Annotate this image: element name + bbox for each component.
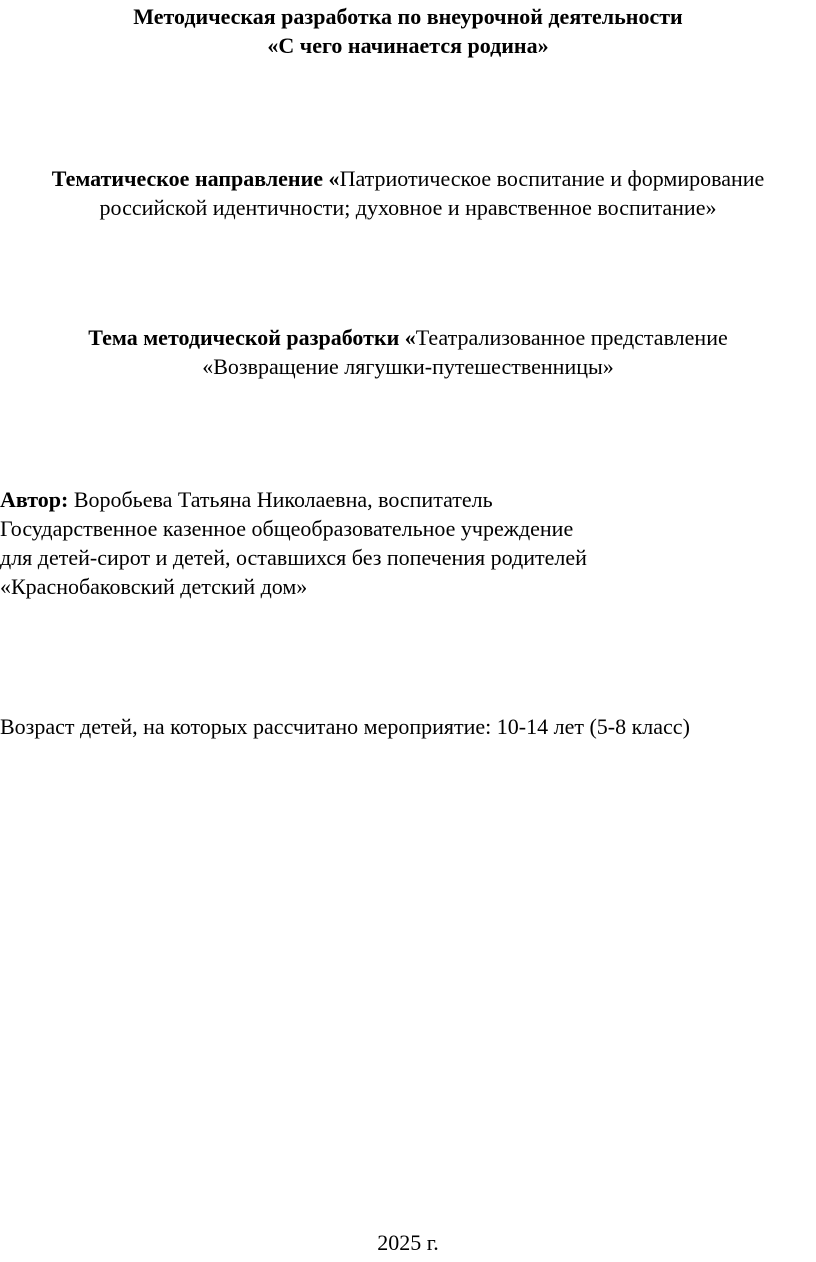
topic-line-1	[0, 323, 816, 352]
document-title	[0, 2, 816, 60]
author-line	[0, 485, 816, 514]
topic-label: Тема методической разработки «	[88, 325, 416, 350]
author-org-1: Государственное казенное общеобразовательное учреждение	[0, 516, 574, 541]
direction-text-2: российской идентичности; духовное и нравственное воспитание»	[99, 195, 717, 220]
author-label: Автор:	[0, 487, 69, 512]
age-text: Возраст детей, на которых рассчитано мероприятие: 10-14 лет (5-8 класс)	[0, 714, 690, 739]
development-topic	[0, 323, 816, 381]
author-name: Воробьева Татьяна Николаевна, воспитатель	[68, 487, 493, 512]
topic-text-2: «Возвращение лягушки-путешественницы»	[202, 354, 614, 379]
age-info	[0, 712, 816, 741]
direction-line-1	[0, 164, 816, 193]
year-footer	[0, 1228, 816, 1257]
direction-text-1: Патриотическое воспитание и формирование	[339, 166, 765, 191]
direction-label: Тематическое направление «	[51, 166, 340, 191]
author-org-2: для детей-сирот и детей, оставшихся без попечения родителей	[0, 545, 587, 570]
author-info	[0, 485, 816, 601]
thematic-direction	[0, 164, 816, 222]
author-org-3: «Краснобаковский детский дом»	[0, 574, 308, 599]
title-line-1: Методическая разработка по внеурочной деятельности	[133, 4, 683, 29]
year-text: 2025 г.	[377, 1230, 439, 1255]
topic-text-1: Театрализованное представление	[415, 325, 728, 350]
title-line-2: «С чего начинается родина»	[267, 33, 549, 58]
